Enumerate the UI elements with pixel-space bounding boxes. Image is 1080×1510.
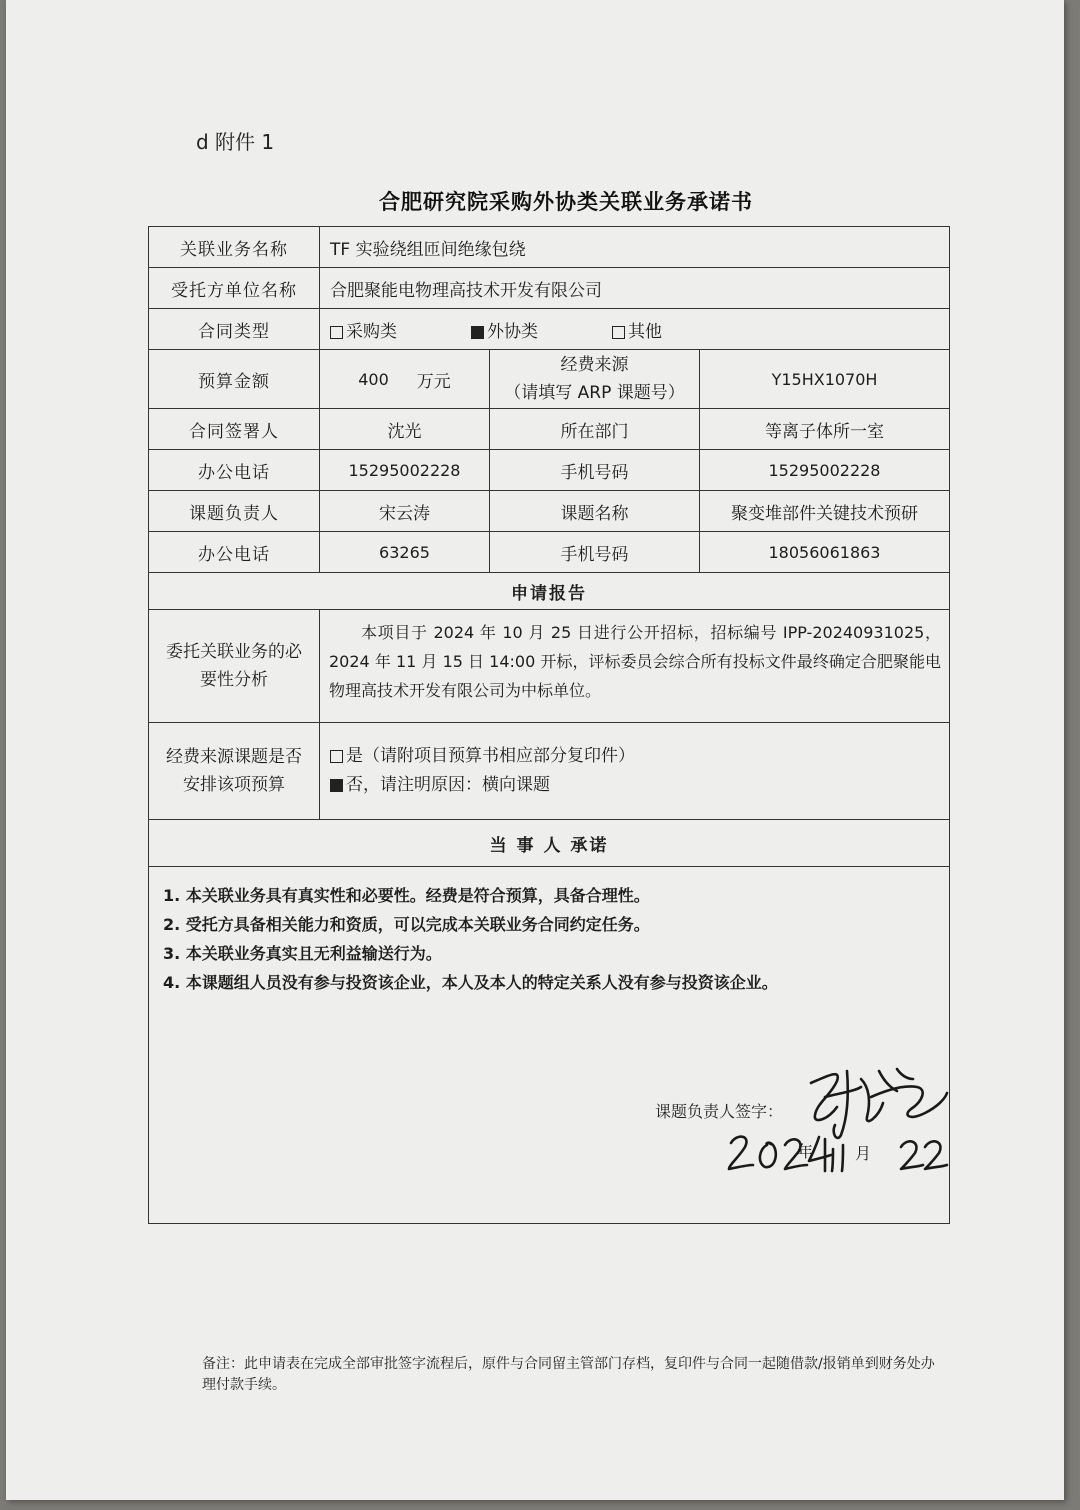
checkbox-icon — [471, 326, 484, 339]
mobile-value: 15295002228 — [699, 450, 949, 490]
dept-value: 等离子体所一室 — [699, 409, 949, 449]
budget-answer — [319, 723, 949, 819]
checkbox-icon — [330, 750, 343, 763]
signer-value: 沈光 — [319, 409, 489, 449]
signer-label: 合同签署人 — [189, 421, 279, 442]
budget-yes-option[interactable]: 是（请附项目预算书相应部分复印件） — [330, 742, 635, 771]
checkbox-icon — [330, 779, 343, 792]
business-name-label: 关联业务名称 — [180, 239, 288, 260]
mobile-label: 手机号码 — [489, 450, 699, 490]
fund-source-value: Y15HX1070H — [699, 350, 949, 408]
budget-label: 预算金额 — [198, 371, 270, 392]
contract-type-label: 合同类型 — [198, 321, 270, 342]
office-phone-label: 办公电话 — [198, 462, 270, 483]
budget-value: 400 — [358, 369, 389, 389]
necessity-text: 本项目于 2024 年 10 月 25 日进行公开招标，招标编号 IPP-20240931025，2024 年 11 月 15 日 14:00 开标，评标委员会综合所有投标文件最终确定合肥聚能电物理高技术开发有限公司为中标单位。 — [329, 623, 941, 700]
office-phone-value: 15295002228 — [319, 450, 489, 490]
mobile2-label: 手机号码 — [489, 532, 699, 572]
budget-question-label: 经费来源课题是否 安排该项预算 — [166, 747, 302, 795]
contract-type-other[interactable]: 其他 — [612, 317, 662, 342]
row-leader — [149, 491, 949, 532]
contract-type-outsourcing[interactable]: 外协类 — [471, 317, 538, 342]
leader-value: 宋云涛 — [319, 491, 489, 531]
signature-label: 课题负责人签字： — [655, 1102, 784, 1121]
row-necessity — [149, 610, 949, 723]
promise-item: 1. 本关联业务具有真实性和必要性。经费是符合预算，具备合理性。 — [163, 886, 650, 905]
row-office-phone — [149, 450, 949, 491]
checkbox-icon — [612, 326, 625, 339]
footnote: 备注：此申请表在完成全部审批签字流程后，原件与合同留主管部门存档，复印件与合同一起随借款/报销单到财务处办理付款手续。 — [202, 1356, 935, 1393]
promise-list — [163, 883, 943, 999]
entrusted-label: 受托方单位名称 — [171, 280, 297, 301]
row-contract-type — [149, 309, 949, 350]
budget-no-option[interactable]: 否，请注明原因：横向课题 — [330, 771, 635, 800]
office-phone2-label: 办公电话 — [198, 544, 270, 565]
contract-type-procurement[interactable]: 采购类 — [330, 317, 397, 342]
contract-type-options — [319, 309, 949, 349]
leader-label: 课题负责人 — [189, 503, 279, 524]
handwritten-signature-date — [579, 1057, 949, 1177]
document-title: 合肥研究院采购外协类关联业务承诺书 — [379, 190, 753, 214]
promise-item: 2. 受托方具备相关能力和资质，可以完成本关联业务合同约定任务。 — [163, 915, 650, 934]
row-business-name — [149, 227, 949, 268]
promise-item: 3. 本关联业务真实且无利益输送行为。 — [163, 944, 442, 963]
budget-unit: 万元 — [416, 371, 451, 392]
svg-text:月: 月 — [855, 1144, 872, 1163]
svg-text:年: 年 — [797, 1142, 814, 1161]
office-phone2-value: 63265 — [319, 532, 489, 572]
row-promise-title — [149, 820, 949, 867]
business-name-value: TF 实验绕组匝间绝缘包绕 — [319, 227, 949, 267]
fund-source-label: 经费来源 （请填写 ARP 课题号） — [489, 350, 699, 408]
budget-amount — [319, 350, 489, 408]
row-entrusted — [149, 268, 949, 309]
necessity-label: 委托关联业务的必 要性分析 — [166, 642, 302, 690]
promise-title: 当 事 人 承诺 — [489, 835, 609, 856]
row-office-phone-2 — [149, 532, 949, 573]
row-report-title — [149, 573, 949, 610]
project-name-value: 聚变堆部件关键技术预研 — [699, 491, 949, 531]
promise-item: 4. 本课题组人员没有参与投资该企业，本人及本人的特定关系人没有参与投资该企业。 — [163, 973, 778, 992]
report-title: 申请报告 — [511, 583, 587, 604]
entrusted-value: 合肥聚能电物理高技术开发有限公司 — [319, 268, 949, 308]
attachment-label: d 附件 1 — [196, 130, 275, 154]
row-signer — [149, 409, 949, 450]
checkbox-icon — [330, 326, 343, 339]
mobile2-value: 18056061863 — [699, 532, 949, 572]
dept-label: 所在部门 — [489, 409, 699, 449]
commitment-form — [148, 226, 950, 1224]
project-name-label: 课题名称 — [489, 491, 699, 531]
document-page — [6, 0, 1064, 1500]
row-budget-arrangement — [149, 723, 949, 820]
row-budget — [149, 350, 949, 409]
